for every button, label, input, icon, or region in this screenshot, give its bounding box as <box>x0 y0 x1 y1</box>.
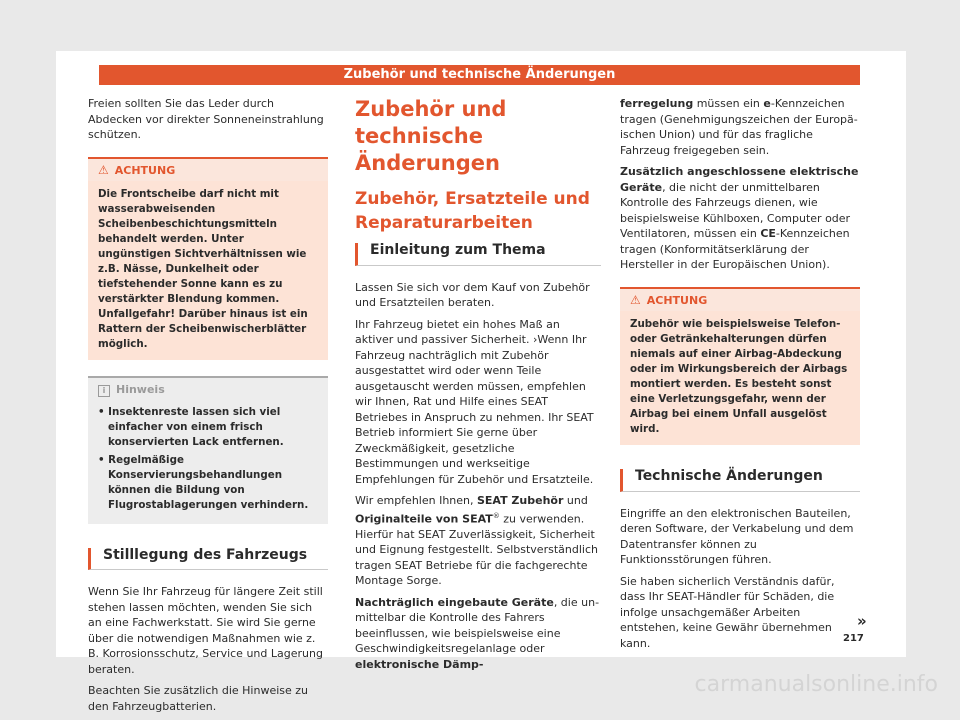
warning-header <box>88 157 328 182</box>
note-item: • Insektenreste lassen sich viel einfacher von einem frisch konservierten Lack entfernen. <box>98 405 284 448</box>
warning-title: ACHTUNG <box>114 163 176 177</box>
page-header: Zubehör und technische Änderungen <box>99 65 860 85</box>
warning-triangle-icon: ⚠ <box>630 292 641 307</box>
column-middle <box>355 96 601 678</box>
paragraph: Zusätzlich angeschlossene elektrische Geräte, die nicht der unmittelbaren Kontrolle des Fahrzeugs dienen, wie beispielsweise Kühlboxen, Computer oder Ventilatoren, müssen ein CE-Kennzeichen tragen (Konformitätserklärung der Hersteller in der Europäischen Union). <box>620 165 859 271</box>
column-left <box>88 96 328 720</box>
paragraph: Nachträglich eingebaute Geräte, die unmittelbar die Kontrolle des Fahrers beeinflussen, wie beispielsweise eine Geschwindigkeitsregelanlage oder elektronische Dämp- <box>355 595 600 671</box>
paragraph: Eingriffe an den elektronischen Bauteilen, deren Software, der Verkabelung und dem Datentransfer können zu Funktionsstörungen führen. <box>620 506 854 566</box>
paragraph: Sie haben sicherlich Verständnis dafür, dass Ihr SEAT-Händler für Schäden, die infolge unsachgemäßer Arbeiten entstehen, keine Gewähr übernehmen kann. <box>620 574 835 650</box>
paragraph: Lassen Sie sich vor dem Kauf von Zubehör und Ersatzteilen beraten. <box>355 280 590 309</box>
column-right <box>620 96 860 657</box>
warning-triangle-icon: ⚠ <box>98 162 109 177</box>
note-body <box>88 401 328 524</box>
warning-text: Zubehör wie beispielsweise Telefon- oder Getränkehalterungen dürfen niemals auf einer Airbag-Abdeckung oder im Wirkungsbereich der Airbags montiert werden. Es besteht sonst eine Verletzungsgefahr, wenn der Airbag bei einem Unfall ausgelöst wird. <box>620 311 860 445</box>
continue-arrow-icon: » <box>857 612 867 630</box>
watermark: carmanualsonline.info <box>694 672 938 697</box>
section-heading: Zubehör, Ersatzteile und Reparaturarbeiten <box>355 189 590 233</box>
warning-title: ACHTUNG <box>646 293 708 307</box>
paragraph: Wenn Sie Ihr Fahrzeug für längere Zeit still stehen lassen möchten, wenden Sie sich an eine Fachwerkstatt. Sie wird Sie gerne über die notwendigen Maßnahmen wie z. B. Korrosionsschutz, Service und Lagerung beraten. <box>88 585 323 676</box>
paragraph: ferregelung müssen ein e-Kennzeichen tragen (Genehmigungszeichen der Europäischen Union) und für das fragliche Fahrzeug freigegeben sein. <box>620 97 858 157</box>
section-title-technische-aenderungen: Technische Änderungen <box>620 469 860 492</box>
note-item: • Regelmäßige Konservierungsbehandlungen können die Bildung von Flugrostablagerungen verhindern. <box>98 453 309 511</box>
subsection-heading: Einleitung zum Thema <box>355 243 601 266</box>
intro-paragraph: Freien sollten Sie das Leder durch Abdecken vor direkter Sonneneinstrahlung schützen. <box>88 97 324 141</box>
warning-box <box>88 157 328 361</box>
section-title-stilllegung: Stilllegung des Fahrzeugs <box>88 548 328 571</box>
warning-header <box>620 287 860 312</box>
note-header <box>88 376 328 401</box>
page-number: 217 <box>843 633 864 644</box>
chapter-title: Zubehör und technische Änderungen <box>355 97 507 175</box>
paragraph: Ihr Fahrzeug bietet ein hohes Maß an aktiver und passiver Sicherheit. ›Wenn Ihr Fahrzeug nachträglich mit Zubehör ausgestattet wird oder wenn Teile ausgetauscht werden müssen, empfehlen wir Ihnen, Rat und Hilfe eines SEAT Betriebes in Anspruch zu nehmen. Ihr SEAT Betrieb informiert Sie gerne über Zweckmäßigkeit, gesetzliche Bestimmungen und werkseitige Empfehlungen für Zubehör und Ersatzteile. <box>355 317 594 486</box>
paragraph: Wir empfehlen Ihnen, SEAT Zubehör und Originalteile von SEAT® zu verwenden. Hierfür hat SEAT Zuverlässigkeit, Sicherheit und Eignung festgestellt. Selbstverständlich tragen SEAT Betriebe für die fachgerechte Montage Sorge. <box>355 494 598 588</box>
warning-text: Die Frontscheibe darf nicht mit wasserabweisenden Scheibenbeschichtungsmitteln behandelt werden. Unter ungünstigen Sichtverhältnissen wie z.B. Nässe, Dunkelheit oder tiefstehender Sonne kann es zu verstärkter Blendung kommen. Unfallgefahr! Darüber hinaus ist ein Rattern der Scheibenwischerblätter möglich. <box>88 181 328 360</box>
paragraph: Beachten Sie zusätzlich die Hinweise zu den Fahrzeugbatterien. <box>88 684 309 713</box>
warning-box <box>620 287 860 446</box>
ce-mark: CE <box>760 227 776 240</box>
info-icon: i <box>98 385 110 397</box>
note-title: Hinweis <box>116 383 165 396</box>
note-box <box>88 376 328 524</box>
